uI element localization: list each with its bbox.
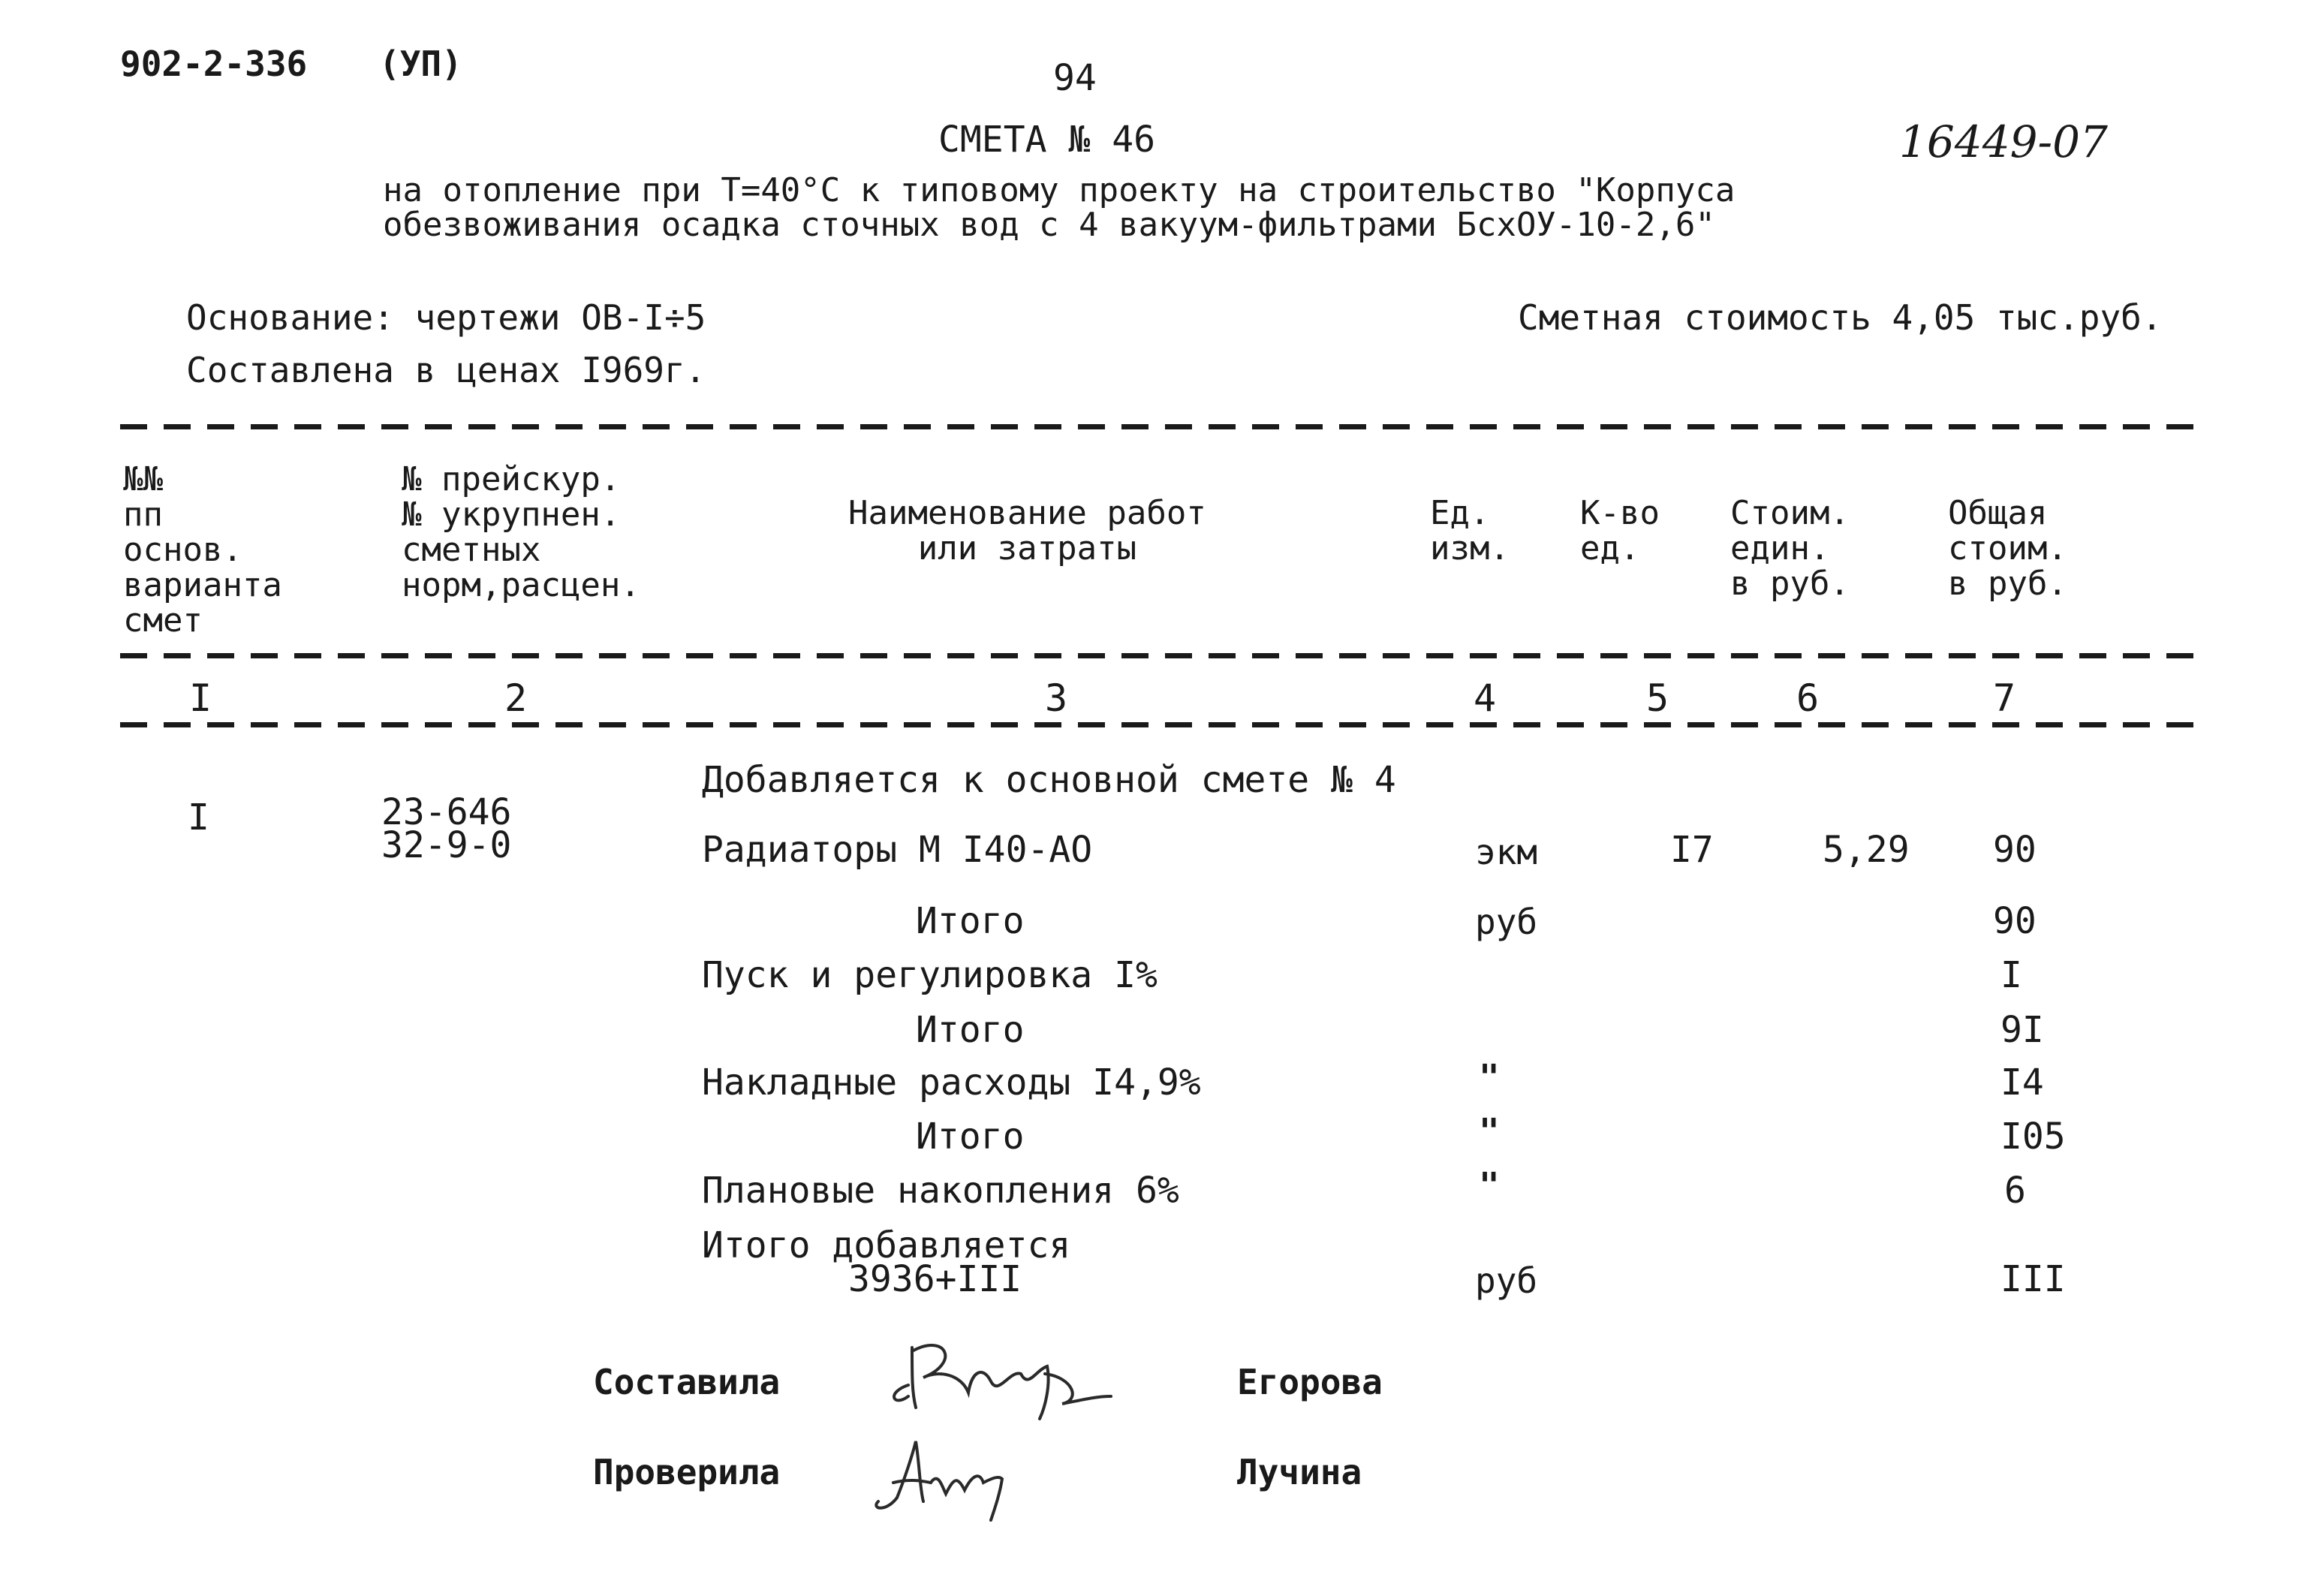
- radiators-name: Радиаторы М I40-АО: [702, 829, 1093, 871]
- radiators-total: 90: [1993, 829, 2037, 871]
- column-header-7: Общая стоим. в руб.: [1948, 494, 2067, 603]
- subtotal-3-total: I05: [2000, 1116, 2066, 1158]
- column-header-4: Ед. изм.: [1430, 494, 1510, 568]
- subtotal-3-label: Итого: [916, 1116, 1025, 1158]
- column-header-3: Наименование работ или затраты: [848, 494, 1206, 568]
- planned-label: Плановые накопления 6%: [702, 1170, 1179, 1212]
- planned-total: 6: [2004, 1170, 2026, 1212]
- estimate-title: СМЕТА № 46: [938, 119, 1155, 161]
- page-number: 94: [1053, 57, 1097, 99]
- document-mark: (УП): [379, 44, 462, 84]
- checked-name: Лучина: [1237, 1452, 1362, 1492]
- compiled-signature: [878, 1325, 1118, 1423]
- overhead-unit-ditto: ": [1479, 1057, 1500, 1098]
- final-formula: 3936+III: [848, 1258, 1022, 1300]
- subtotal-1-total: 90: [1993, 900, 2037, 942]
- final-total: III: [2000, 1258, 2066, 1300]
- column-header-5: К-во ед.: [1580, 494, 1660, 568]
- subtotal-2-total: 9I: [2000, 1009, 2044, 1051]
- header-top-rule: [120, 424, 2207, 429]
- document-code: 902-2-336: [120, 44, 308, 84]
- subtotal-3-unit-ditto: ": [1479, 1111, 1500, 1152]
- column-number-4: 4: [1474, 676, 1497, 720]
- column-number-2: 2: [504, 676, 528, 720]
- overhead-total: I4: [2000, 1061, 2044, 1104]
- startup-total: I: [2000, 954, 2022, 996]
- subtotal-1-unit: руб: [1475, 902, 1538, 942]
- compiled-label: Составила: [593, 1362, 781, 1402]
- column-number-6: 6: [1796, 676, 1820, 720]
- archive-number: 16449-07: [1899, 116, 2108, 167]
- column-number-rule: [120, 722, 2207, 727]
- prices-text: Составлена в ценах I969г.: [186, 350, 706, 390]
- subtitle-line-1: на отопление при Т=40°С к типовому проекту на строительство "Корпуса: [383, 171, 1736, 209]
- column-header-6: Стоим. един. в руб.: [1730, 494, 1850, 603]
- price-codes: 23-646 32-9-0: [381, 791, 512, 866]
- column-number-1: I: [189, 676, 212, 720]
- column-header-1: №№ пп основ. варианта смет: [123, 460, 282, 640]
- column-number-5: 5: [1646, 676, 1669, 720]
- column-number-7: 7: [1993, 676, 2016, 720]
- final-label: Итого добавляется: [702, 1224, 1071, 1266]
- column-number-3: 3: [1045, 676, 1068, 720]
- overhead-label: Накладные расходы I4,9%: [702, 1061, 1201, 1104]
- startup-label: Пуск и регулировка I%: [702, 954, 1158, 996]
- checked-label: Проверила: [593, 1452, 781, 1492]
- planned-unit-ditto: ": [1479, 1165, 1500, 1206]
- basis-text: Основание: чертежи ОВ-I÷5: [186, 297, 706, 338]
- compiled-name: Егорова: [1237, 1362, 1383, 1402]
- radiators-price: 5,29: [1823, 829, 1910, 871]
- column-header-2: № прейскур. № укрупнен. сметных норм,расцен.: [402, 460, 640, 604]
- header-bottom-rule: [120, 653, 2207, 658]
- section-title: Добавляется к основной смете № 4: [702, 759, 1396, 801]
- radiators-unit: экм: [1475, 832, 1538, 872]
- radiators-qty: I7: [1670, 829, 1714, 871]
- estimated-cost: Сметная стоимость 4,05 тыс.руб.: [1518, 297, 2163, 338]
- row-number: I: [188, 796, 209, 839]
- subtotal-2-label: Итого: [916, 1009, 1025, 1051]
- subtitle-line-2: обезвоживания осадка сточных вод с 4 вакуум-фильтрами БсхОУ-10-2,6": [383, 206, 1715, 244]
- final-unit: руб: [1475, 1260, 1538, 1301]
- checked-signature: [871, 1419, 1051, 1524]
- subtotal-1-label: Итого: [916, 900, 1025, 942]
